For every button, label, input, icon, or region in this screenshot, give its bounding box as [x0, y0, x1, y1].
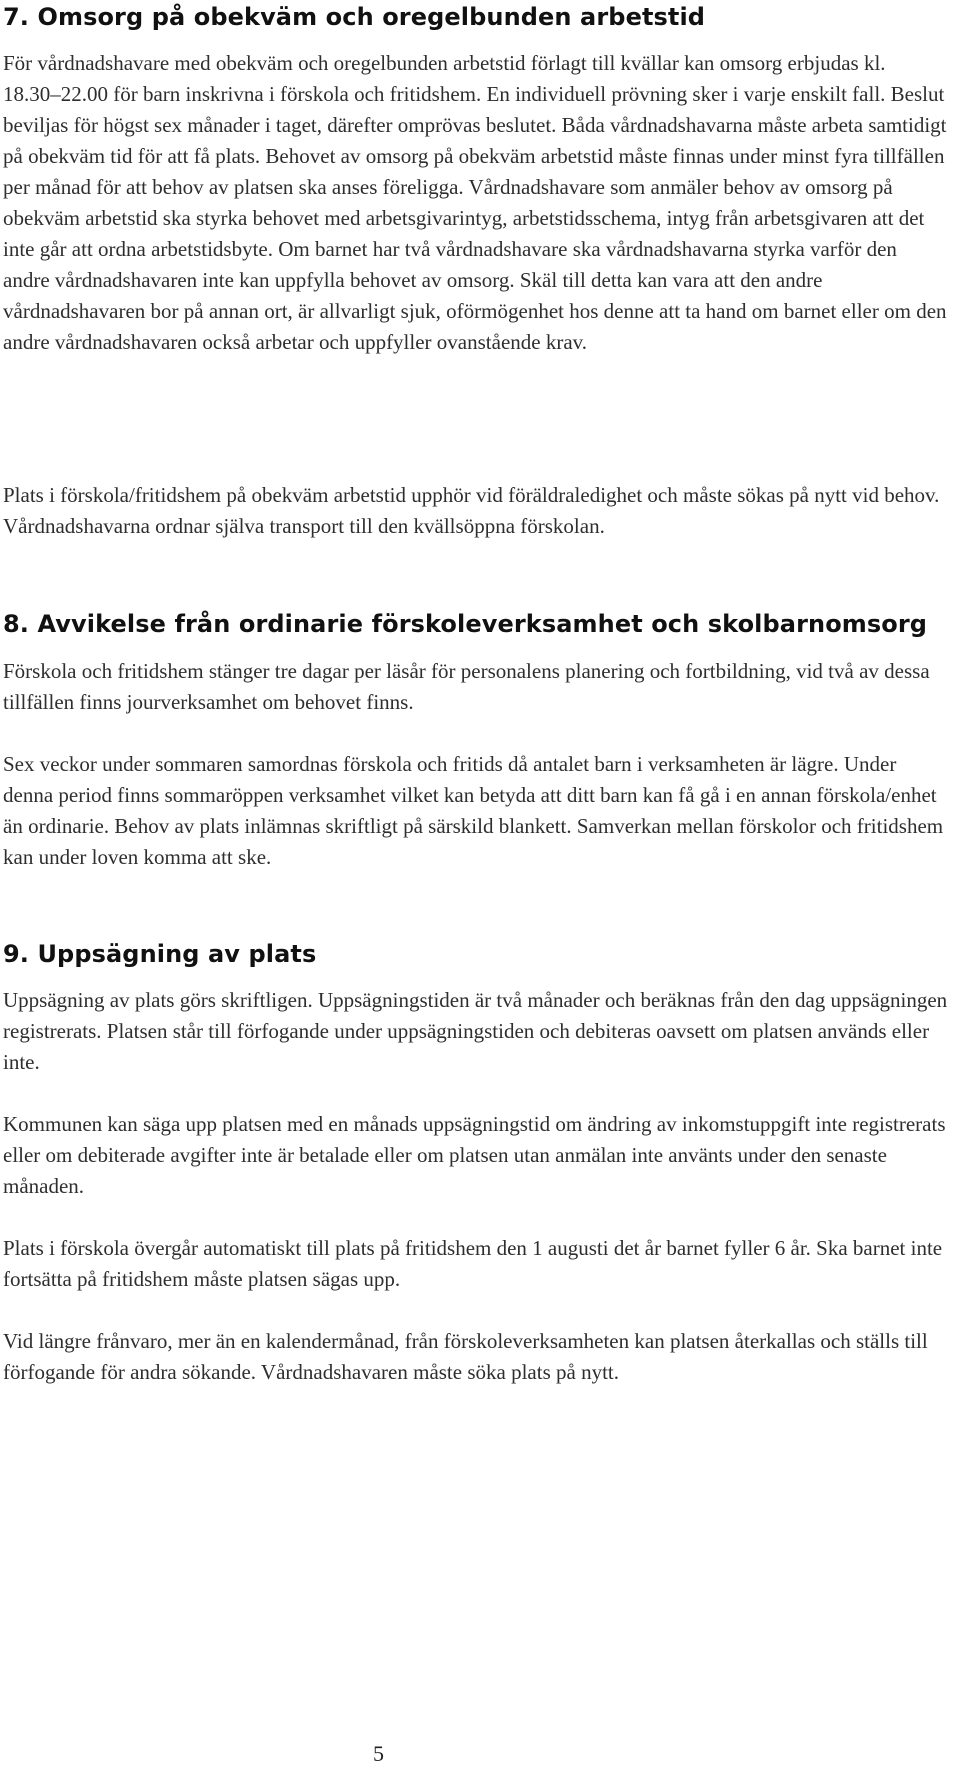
section-7-heading: 7. Omsorg på obekväm och oregelbunden arbetstid: [3, 3, 706, 31]
section-7-paragraph-1: För vårdnadshavare med obekväm och oregelbunden arbetstid förlagt till kvällar kan omsorg erbjudas kl. 18.30–22.00 för barn inskrivna i förskola och fritidshem. En individuell prövning sker i varje enskilt fall. Beslut beviljas för högst sex månader i taget, därefter omprövas beslutet. Båda vårdnadshavarna måste arbeta samtidigt på obekväm tid för att få plats. Behovet av omsorg på obekväm arbetstid måste finnas under minst fyra tillfällen per månad för att behov av platsen ska anses föreligga. Vårdnadshavare som anmäler behov av omsorg på obekväm arbetstid ska styrka behovet med arbetsgivarintyg, arbetstidsschema, intyg från arbetsgivaren att det inte går att ordna arbetstidsbyte. Om barnet har två vårdnadshavare ska vårdnadshavarna styrka varför den andre vårdnadshavaren inte kan uppfylla behovet av omsorg. Skäl till detta kan vara att den andre vårdnadshavaren bor på annan ort, är allvarligt sjuk, oförmögenhet hos denne att ta hand om barnet eller om den andre vårdnadshavaren också arbetar och uppfyller ovanstående krav.: [3, 51, 947, 354]
section-9-paragraph-2: Kommunen kan säga upp platsen med en månads uppsägningstid om ändring av inkomstuppgift inte registrerats eller om debiterade avgifter inte är betalade eller om platsen utan anmälan inte använts under den senaste månaden.: [3, 1112, 946, 1198]
section-8-paragraph-1: Förskola och fritidshem stänger tre dagar per läsår för personalens planering och fortbildning, vid två av dessa tillfällen finns jourverksamhet om behovet finns.: [3, 659, 930, 714]
section-8-paragraph-2: Sex veckor under sommaren samordnas förskola och fritids då antalet barn i verksamheten är lägre. Under denna period finns sommaröppen verksamhet vilket kan betyda att ditt barn kan få gå i en annan förskola/enhet än ordinarie. Behov av plats inlämnas skriftligt på särskild blankett. Samverkan mellan förskolor och fritidshem kan under loven komma att ske.: [3, 752, 944, 869]
section-7-paragraph-2: Plats i förskola/fritidshem på obekväm arbetstid upphör vid föräldraledighet och måste sökas på nytt vid behov. Vårdnadshavarna ordnar själva transport till den kvällsöppna förskolan.: [3, 483, 940, 538]
section-9-paragraph-4: Vid längre frånvaro, mer än en kalendermånad, från förskoleverksamheten kan platsen återkallas och ställs till förfogande för andra sökande. Vårdnadshavaren måste söka plats på nytt.: [3, 1329, 928, 1384]
section-9-heading: 9. Uppsägning av plats: [3, 940, 317, 968]
section-9-paragraph-1: Uppsägning av plats görs skriftligen. Uppsägningstiden är två månader och beräknas från den dag uppsägningen registrerats. Platsen står till förfogande under uppsägningstiden och debiteras oavsett om platsen används eller inte.: [3, 988, 948, 1074]
page-number: 5: [373, 1741, 384, 1766]
section-9-paragraph-3: Plats i förskola övergår automatiskt till plats på fritidshem den 1 augusti det år barnet fyller 6 år. Ska barnet inte fortsätta på fritidshem måste platsen sägas upp.: [3, 1236, 943, 1291]
section-8-heading: 8. Avvikelse från ordinarie förskoleverksamhet och skolbarnomsorg: [3, 610, 928, 638]
